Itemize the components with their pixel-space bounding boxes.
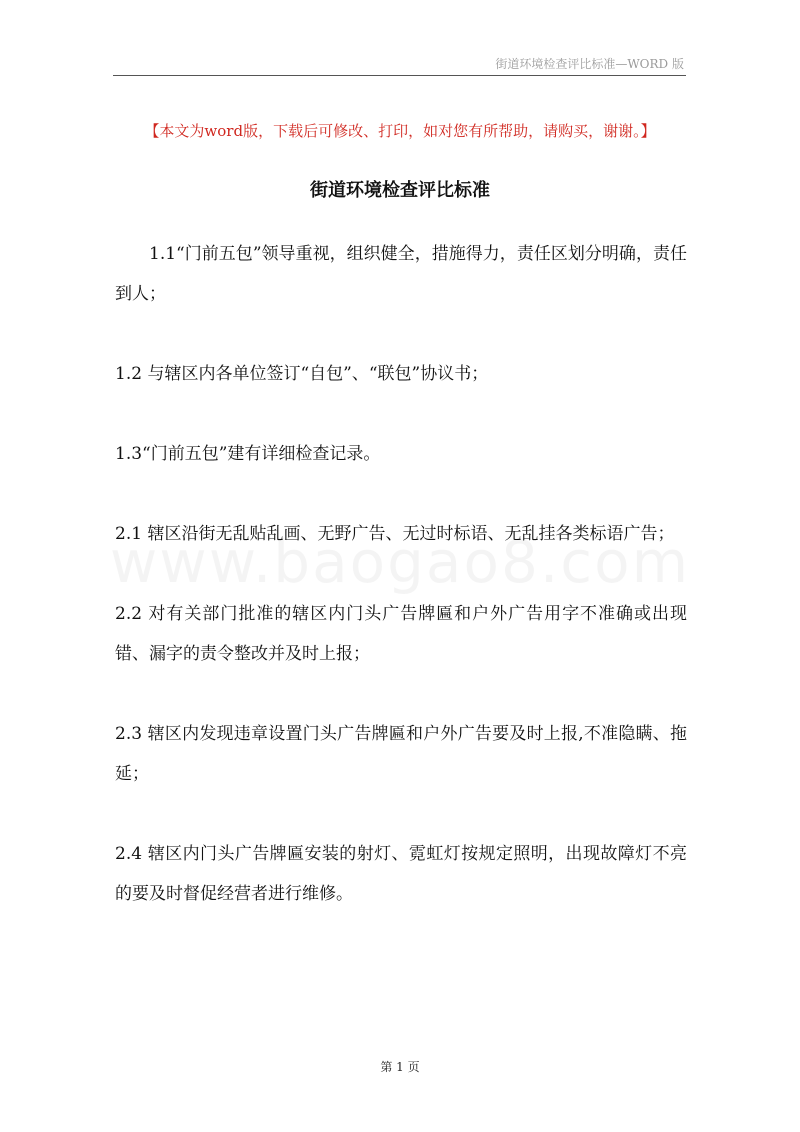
paragraph-1-2: 1.2 与辖区内各单位签订“自包”、“联包”协议书；: [115, 364, 489, 384]
paragraph-1-3: 1.3“门前五包”建有详细检查记录。: [115, 444, 381, 464]
page-number: 第 1 页: [380, 1060, 420, 1074]
paragraph-2-4: 2.4 辖区内门头广告牌匾安装的射灯、霓虹灯按规定照明，出现故障灯不亮的要及时督促经营者进行维修。: [115, 844, 687, 904]
paragraph-2-2: 2.2 对有关部门批准的辖区内门头广告牌匾和户外广告用字不准确或出现错、漏字的责令整改并及时上报；: [115, 604, 687, 664]
paragraph-1-1: 1.1“门前五包”领导重视，组织健全，措施得力，责任区划分明确，责任到人；: [115, 244, 687, 304]
paragraph-2-1: 2.1 辖区沿街无乱贴乱画、无野广告、无过时标语、无乱挂各类标语广告；: [115, 524, 675, 544]
document-title: 街道环境检查评比标准: [310, 180, 490, 201]
page-header-title: 街道环境检查评比标准—WORD 版: [495, 57, 684, 71]
download-notice: 【本文为word版，下载后可修改、打印，如对您有所帮助，请购买，谢谢。】: [144, 122, 656, 140]
header-divider: [113, 75, 686, 76]
paragraph-2-3: 2.3 辖区内发现违章设置门头广告牌匾和户外广告要及时上报,不准隐瞒、拖延；: [115, 724, 687, 784]
document-body: [115, 234, 687, 954]
